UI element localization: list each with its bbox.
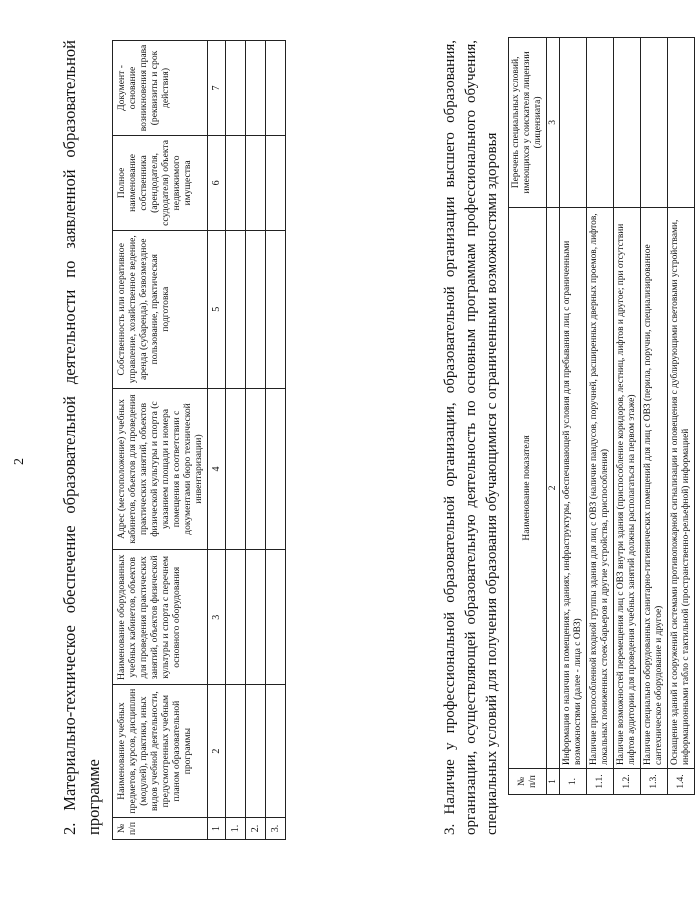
row-number: 1.3.: [641, 769, 668, 795]
row-number: 1.: [226, 818, 246, 840]
table-cell: [266, 550, 286, 685]
header-address: Адрес (местоположение) учебных кабинетов, объектов для проведения практических занятий, объектов физической культуры и спорта (с указанием площади и номера помещения в соответствии с документами бюро технической инвентаризации): [113, 388, 208, 550]
indicator-text: Наличие возможностей перемещения лиц с ОВЗ внутри здания (приспособление коридоров, лестниц, лифтов и другое; при отсутствии лифтов аудитории для проведения учебных занятий должны располагаться на первом этаже): [614, 207, 641, 768]
column-number: 5: [208, 230, 226, 388]
indicator-text: Наличие специально оборудованных санитарно-гигиенических помещений для лиц с ОВЗ (перила, поручни, специализированное сантехническое оборудование и другое): [641, 207, 668, 768]
column-number: 2: [208, 685, 226, 818]
table-cell: [226, 685, 246, 818]
header-conditions: Перечень специальных условий, имеющихся у соискателя лицензии (лицензиата): [509, 38, 547, 208]
header-subjects: Наименование учебных предметов, курсов, дисциплин (модулей), практики, иных видов учебной деятельности, предусмотренных учебным планом образовательной программы: [113, 685, 208, 818]
table-cell: [266, 388, 286, 550]
row-number: 1.2.: [614, 769, 641, 795]
column-number: 4: [208, 388, 226, 550]
header-num: № п/п: [113, 818, 208, 840]
column-number: 3: [547, 38, 560, 208]
indicator-text: Информация о наличии в помещениях, зданиях, инфраструктуры, обеспечивающей условия для пребывания лиц с ограниченными возможностями (далее - лица с ОВЗ): [560, 207, 587, 768]
table-row: [560, 38, 587, 795]
page-number: 2: [12, 458, 27, 465]
column-number: 1: [547, 769, 560, 795]
conditions-cell: [668, 38, 695, 208]
header-ownership: Собственность или оперативное управление, хозяйственное ведение, аренда (субаренда), безвозмездное пользование, практическая подготовка: [113, 230, 208, 388]
table-cell: [266, 135, 286, 230]
table-cell: [266, 41, 286, 136]
section-3-title: 3. Наличие у профессиональной образовательной организации, образовательной организации высшего образования, организации, осуществляющей образовательную деятельность по основным программам профессионального обучения, специальных условий для получения образования обучающимися с ограниченными возможностями здоровья: [442, 40, 500, 835]
column-number: 7: [208, 41, 226, 136]
table-cell: [266, 230, 286, 388]
table-header-row: [509, 38, 547, 795]
table-row: [614, 38, 641, 795]
row-number: 3.: [266, 818, 286, 840]
table-cell: [266, 685, 286, 818]
table-cell: [246, 41, 266, 136]
header-rooms: Наименование оборудованных учебных кабинетов, объектов для проведения практических занятий, объектов физической культуры и спорта с перечнем основного оборудования: [113, 550, 208, 685]
conditions-cell: [614, 38, 641, 208]
table-cell: [246, 135, 266, 230]
conditions-cell: [641, 38, 668, 208]
column-number: 1: [208, 818, 226, 840]
column-number: 3: [208, 550, 226, 685]
table-cell: [246, 550, 266, 685]
header-owner-name: Полное наименование собственника (арендодателя, ссудодателя) объекта недвижимого имущества: [113, 135, 208, 230]
table-header-row: [113, 41, 208, 840]
table-cell: [246, 388, 266, 550]
conditions-cell: [560, 38, 587, 208]
section-2-title: 2. Материально-техническое обеспечение образовательной деятельности по заявленной образовательной программе: [60, 40, 103, 835]
table-cell: [226, 550, 246, 685]
header-indicator: Наименование показателя: [509, 207, 547, 768]
header-document: Документ - основание возникновения права (реквизиты и срок действия): [113, 41, 208, 136]
header-num: № п/п: [509, 769, 547, 795]
table-cell: [226, 41, 246, 136]
table-cell: [226, 388, 246, 550]
indicator-text: Оснащение зданий и сооружений системами противопожарной сигнализации и оповещения с дублирующими световыми устройствами, информационными табло с тактильной (пространственно-рельефной) информацией: [668, 207, 695, 768]
table-cell: [226, 135, 246, 230]
row-number: 1.4.: [668, 769, 695, 795]
material-technical-table: [112, 40, 286, 840]
table-cell: [246, 685, 266, 818]
conditions-cell: [587, 38, 614, 208]
table-row: [641, 38, 668, 795]
column-number-row: [547, 38, 560, 795]
table-row: [246, 41, 266, 840]
table-cell: [226, 230, 246, 388]
table-row: [587, 38, 614, 795]
column-number: 6: [208, 135, 226, 230]
row-number: 2.: [246, 818, 266, 840]
special-conditions-table: [508, 37, 695, 795]
indicator-text: Наличие приспособленной входной группы здания для лиц с ОВЗ (наличие пандусов, поручней, расширенных дверных проемов, лифтов, локальных пониженных стоек-барьеров и другие устройства, приспособления): [587, 207, 614, 768]
table-row: [668, 38, 695, 795]
column-number-row: [208, 41, 226, 840]
table-cell: [246, 230, 266, 388]
row-number: 1.: [560, 769, 587, 795]
column-number: 2: [547, 207, 560, 768]
table-row: [266, 41, 286, 840]
table-row: [226, 41, 246, 840]
row-number: 1.1.: [587, 769, 614, 795]
